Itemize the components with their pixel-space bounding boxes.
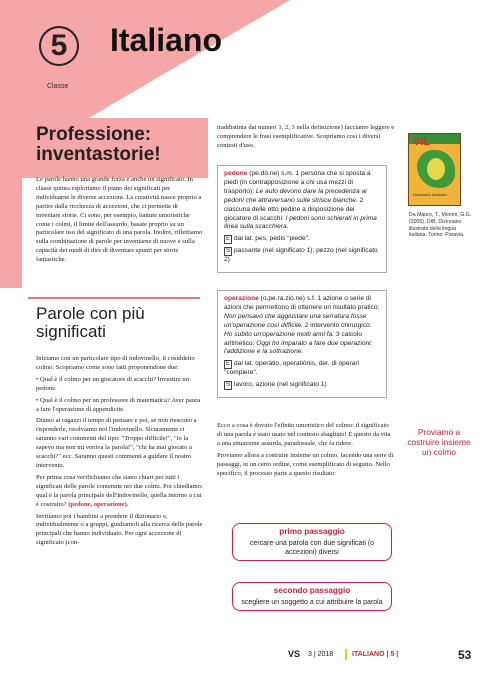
riddle-2: • Qual è il colmo per un professore di matematica? Aver paura a fare l'operazione di appendicite. xyxy=(36,396,201,413)
synonym-label: S xyxy=(226,382,231,389)
dictionary-cover-image: VIL Dizionario illustrato xyxy=(408,133,461,206)
issue-number: 3 | 2018 xyxy=(308,651,334,658)
intro-paragraph: Le parole hanno una grande forza e anche un significato. In classe quinta esploriamo il piano dei significati per individuarne le diverse accezioni. La creatività nasce proprio a partire dalla ricchezza di accezioni, che ci permette di inventare storie. Ci sono, per esempio, battute umoristiche come i colmi, il limite dell'assurdo, basate proprio su un particolare uso del significato di una parola. Inoltre, riflettiamo sulla combinazione di parole per inventarne di nuove e sulla capacità dei modi di dire di diventare spunti per storie fantastiche. xyxy=(36,176,203,264)
paragraph: Per prima cosa verifichiamo che siano chiari per tutti i significati delle parole contenute nei due colmi. Poi chiediamo: qual è la parola principale dell'indovinello, quella intorno a cui è costruito? (pedone, operazione). xyxy=(36,473,203,508)
section-title: Parole con più significati xyxy=(36,304,145,341)
etymology-label: E xyxy=(226,236,231,243)
riddle-1: • Qual è il colmo per un giocatore di scacchi? Investire un pedone. xyxy=(36,375,189,392)
side-note: Proviamo a costruire insieme un colmo xyxy=(407,427,471,457)
paragraph: Diamo ai ragazzi il tempo di pensare e poi, se non riescono a risponderle, risolviamo noi l'indovinello. Sicuramente ci saranno vari commenti del tipo: "Troppo difficile!", "io la sapevo ma non mi veniva la parola!", "chi ha mai giocato a scacchi?" ecc. Saranno questi commenti a guidare il nostro intervento. xyxy=(36,417,197,469)
paragraph: Invitiamo poi i bambini a prendere il dizionario e, individualmente o a gruppi, guidiamoli alla ricerca delle parole principali che hanno individuato. Per ogni accezione di significato (con- xyxy=(36,512,203,547)
page-number: 53 xyxy=(458,648,472,662)
paragraph: Iniziamo con un particolare tipo di indovinello, il cosiddetto colmo. Scopriamo come sono fatti proponendone due: xyxy=(36,355,195,371)
right-column-top: traddistinta dai numeri 1, 2, 3 nella definizione) facciamo leggere e comprendere le frasi esemplificative. Scopriamo così i diversi contesti d'uso. xyxy=(217,124,395,149)
subject-title: Italiano xyxy=(110,22,223,58)
class-number: 5 xyxy=(39,26,79,66)
right-column-bottom: Ecco a cosa è dovuto l'effetto umoristico del colmo: il significato di una parola è stato usato nel contesto sbagliato! È questo da vita a una situazione assurda, paradossale, che fa ridere. Proviamo allora a costruire insieme un colmo, facendo una serie di passaggi, in un certo ordine, come esemplificato di seguito. Nello specifico, il processo parte a questo risultato: xyxy=(217,422,394,477)
footer-divider xyxy=(345,649,347,660)
class-label: Classe xyxy=(47,83,69,90)
left-column-body xyxy=(36,355,204,551)
definition-box-operazione: operazione (o.pe.ra.zió.ne) s.f. 1 azione o serie di azioni che permettono di ottenere un risultato pratico: Non pensavo che aggiustare una serratura fosse un'operazione così difficile. 2 intervento chirurgico: Ho subito un'operazione molti anni fa. 3 calcolo aritmetico: Oggi ho imparato a fare due operazioni: l'addizione e la sottrazione. E dal lat. operàtio, operatiònis, der. di operari "compiere". S lavoro, azione (nel significato 1) xyxy=(217,290,387,398)
footer-subject: ITALIANO | 5 | xyxy=(352,651,399,658)
book-caption: Da Mauro, T., Moroni, G.G. (2005). DIB. Dizionario illustrato della lingua italiana. Torino: Paravia. xyxy=(409,212,472,239)
sidebar-band xyxy=(0,118,22,288)
definition-box-pedone: pedone (pe.dò.ne) s.m. 1 persona che si sposta a piedi (in contrapposizione a chi usa mezzi di trasporto): Le auto devono dare la precedenza ai pedoni che attraversano sulle strisce bianche. 2 ciascuna delle otto pedine a disposizione del giocatore di scacchi: I pedoni sono schierati in prima linea sulla scacchiera. E dal lat. pes, pèdis "piede". S passante (nel significato 1); pezzo (nel significato 2) xyxy=(217,165,387,273)
section-divider xyxy=(28,297,200,299)
step-box-2: secondo passaggio scegliere un soggetto a cui attribuire la parola xyxy=(232,582,392,611)
etymology-label: E xyxy=(226,361,231,368)
page-footer xyxy=(0,649,500,663)
step-box-1: primo passaggio cercare una parola con due significati (o accezioni) diversi xyxy=(232,523,392,561)
magazine-logo: VS xyxy=(288,649,301,659)
synonym-label: S xyxy=(226,248,231,255)
article-title: Professione: inventastorie! xyxy=(36,124,161,165)
